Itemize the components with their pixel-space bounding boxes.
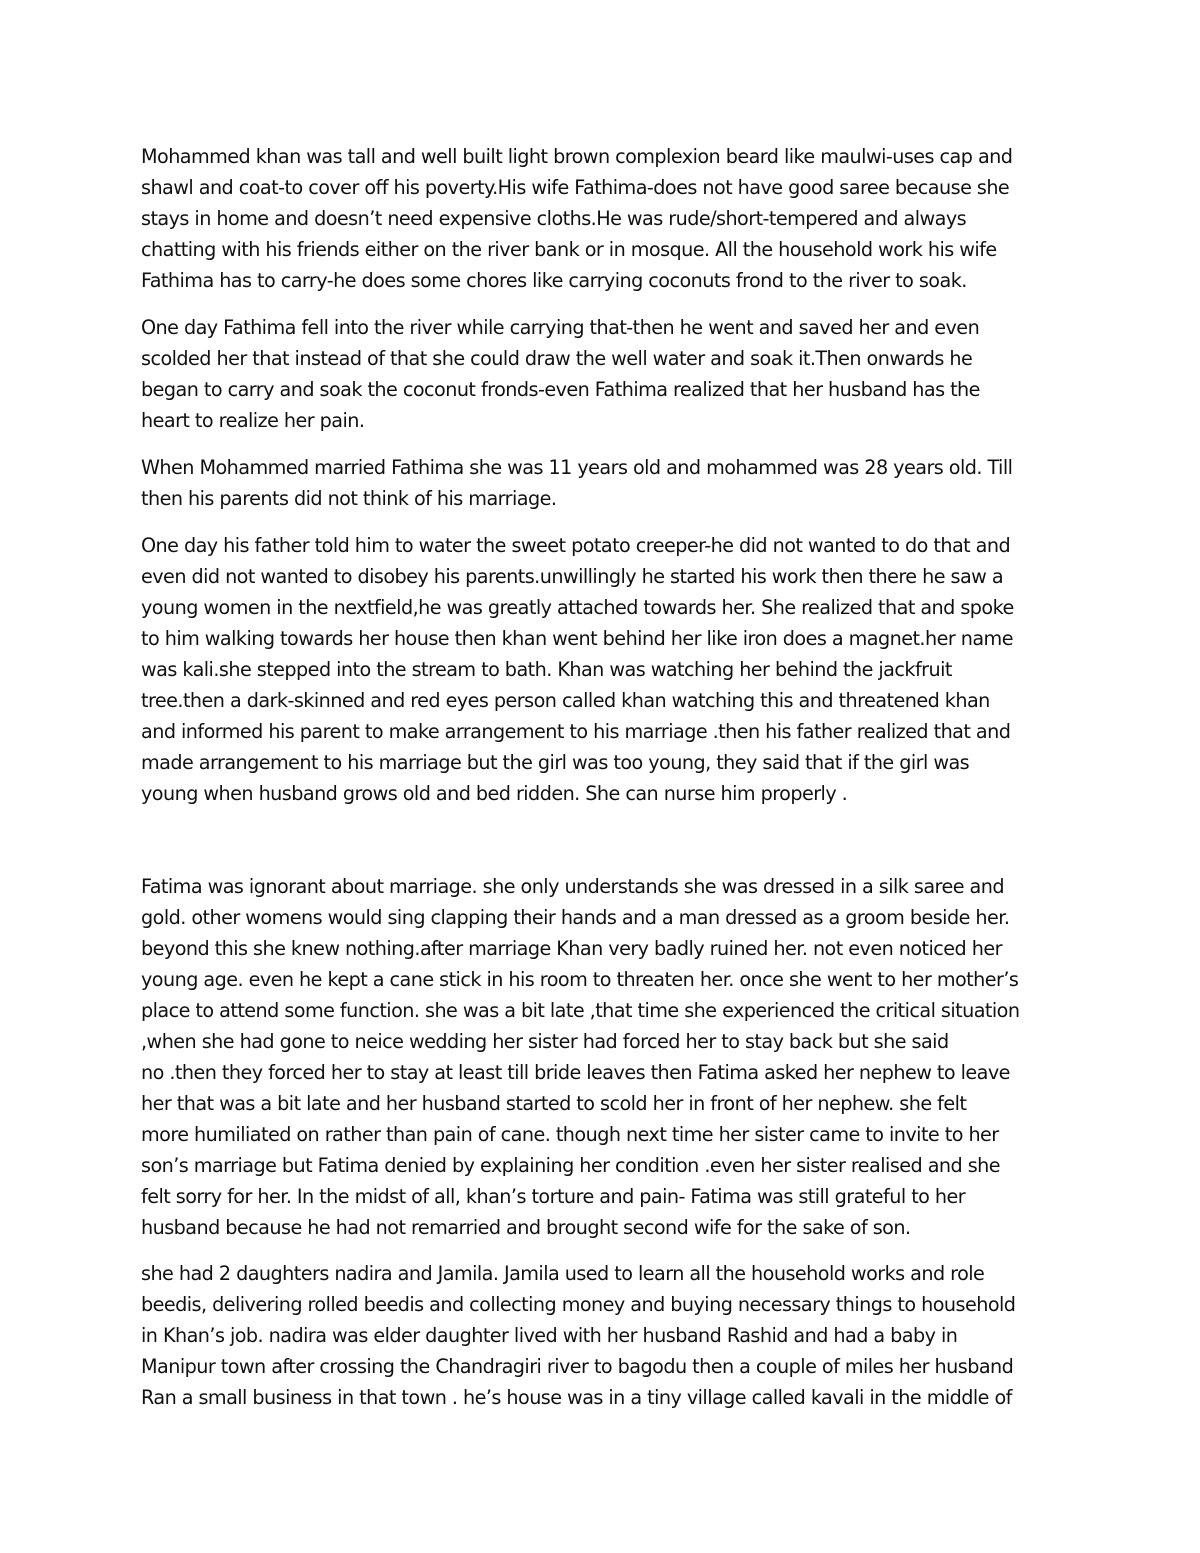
text-line: made arrangement to his marriage but the girl was too young, they said that if the girl was [141,751,970,774]
text-line: young women in the nextfield,he was greatly attached towards her. She realized that and spoke [141,596,1014,619]
text-line: young when husband grows old and bed ridden. She can nurse him properly . [141,782,848,805]
text-line: ,when she had gone to neice wedding her sister had forced her to stay back but she said [141,1030,949,1053]
text-line: Mohammed khan was tall and well built light brown complexion beard like maulwi-uses cap and [141,145,1013,168]
text-line: gold. other womens would sing clapping their hands and a man dressed as a groom beside her. [141,906,1010,929]
text-line: Ran a small business in that town . he’s house was in a tiny village called kavali in the middle of [141,1386,1012,1409]
text-line: and informed his parent to make arrangement to his marriage .then his father realized that and [141,720,1011,743]
text-line: she had 2 daughters nadira and Jamila. Jamila used to learn all the household works and role [141,1262,985,1285]
text-line: her that was a bit late and her husband started to scold her in front of her nephew. she felt [141,1092,967,1115]
text-line: heart to realize her pain. [141,409,365,432]
text-line: chatting with his friends either on the river bank or in mosque. All the household work his wife [141,238,997,261]
text-line: son’s marriage but Fatima denied by explaining her condition .even her sister realised and she [141,1154,1001,1177]
text-line: tree.then a dark-skinned and red eyes person called khan watching this and threatened khan [141,689,990,712]
text-line: scolded her that instead of that she could draw the well water and soak it.Then onwards he [141,347,973,370]
text-line: shawl and coat-to cover off his poverty.His wife Fathima-does not have good saree because she [141,176,1010,199]
text-line: beedis, delivering rolled beedis and collecting money and buying necessary things to household [141,1293,1016,1316]
text-line: began to carry and soak the coconut fronds-even Fathima realized that her husband has the [141,378,980,401]
text-line: place to attend some function. she was a bit late ,that time she experienced the critical situation [141,999,1020,1022]
text-line: One day his father told him to water the sweet potato creeper-he did not wanted to do that and [141,534,1011,557]
text-line: When Mohammed married Fathima she was 11 years old and mohammed was 28 years old. Till [141,456,1013,479]
text-line: to him walking towards her house then khan went behind her like iron does a magnet.her name [141,627,1013,650]
text-line: was kali.she stepped into the stream to bath. Khan was watching her behind the jackfruit [141,658,952,681]
text-line: One day Fathima fell into the river while carrying that-then he went and saved her and even [141,316,980,339]
text-line: husband because he had not remarried and brought second wife for the sake of son. [141,1216,911,1239]
text-line: young age. even he kept a cane stick in his room to threaten her. once she went to her mother’s [141,968,1019,991]
text-line: in Khan’s job. nadira was elder daughter lived with her husband Rashid and had a baby in [141,1324,958,1347]
text-line: more humiliated on rather than pain of cane. though next time her sister came to invite to her [141,1123,999,1146]
text-line: Fatima was ignorant about marriage. she only understands she was dressed in a silk saree and [141,875,1004,898]
text-line: beyond this she knew nothing.after marriage Khan very badly ruined her. not even noticed her [141,937,1002,960]
text-line: even did not wanted to disobey his parents.unwillingly he started his work then there he saw a [141,565,1004,588]
text-line: felt sorry for her. In the midst of all, khan’s torture and pain- Fatima was still grateful to her [141,1185,966,1208]
text-line: no .then they forced her to stay at least till bride leaves then Fatima asked her nephew to leave [141,1061,1010,1084]
text-line: Manipur town after crossing the Chandragiri river to bagodu then a couple of miles her husband [141,1355,1014,1378]
text-line: then his parents did not think of his marriage. [141,487,557,510]
text-line: stays in home and doesn’t need expensive cloths.He was rude/short-tempered and always [141,207,967,230]
text-line: Fathima has to carry-he does some chores like carrying coconuts frond to the river to soak. [141,269,967,292]
